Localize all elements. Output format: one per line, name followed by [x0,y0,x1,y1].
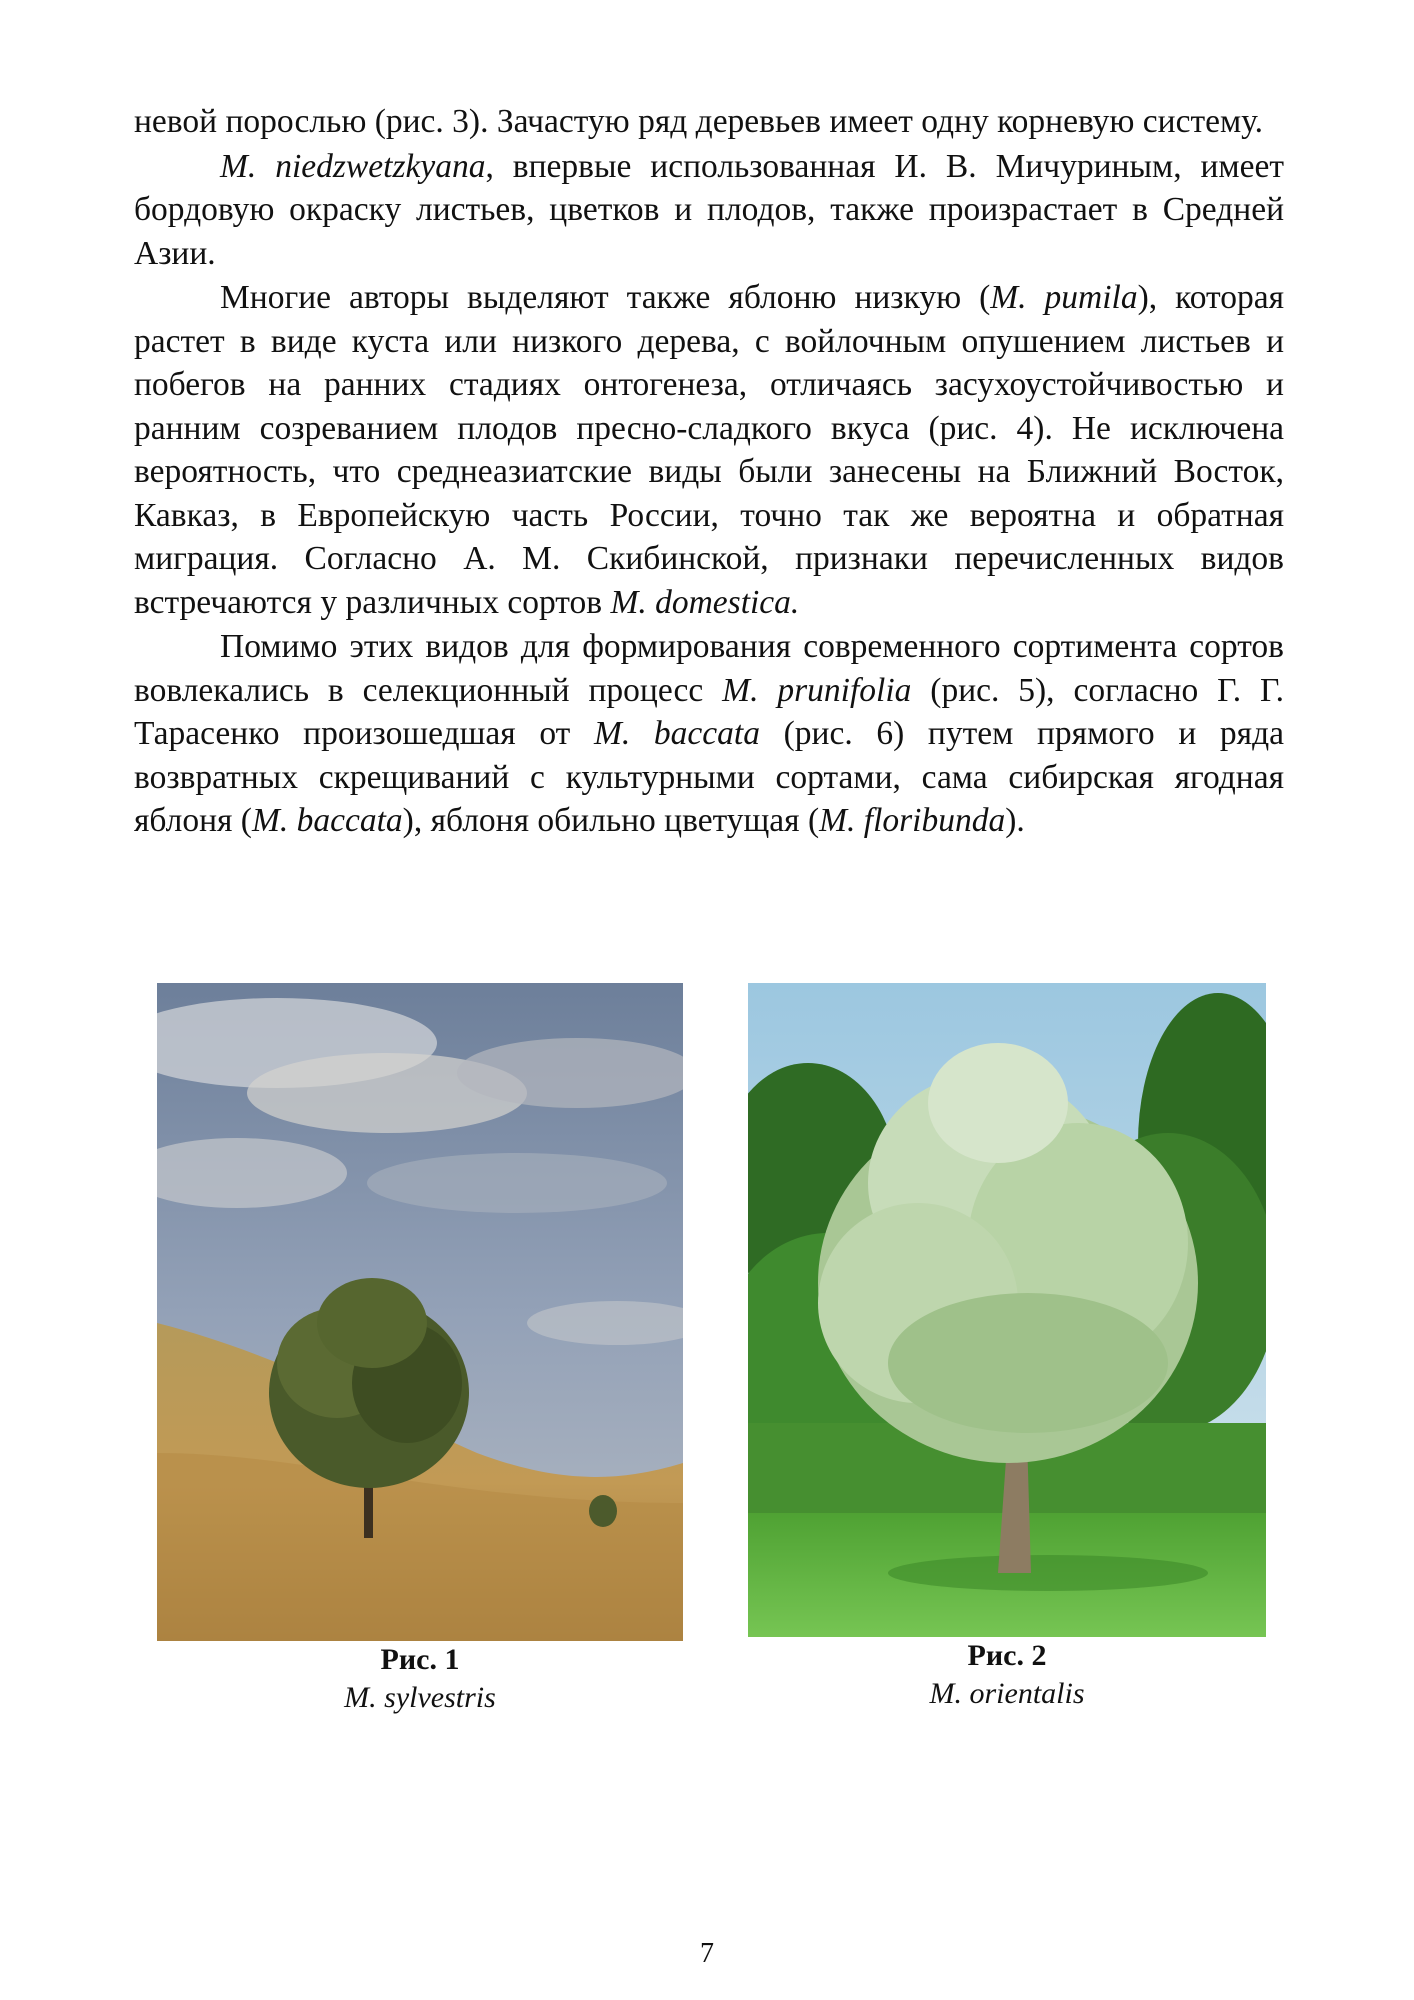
text-segment: ), яблоня обильно цветущая ( [402,802,820,839]
species-name: M. domestica. [610,583,800,621]
text-segment: ), которая растет в виде куста или низкого дерева, с войлочным опушением листьев и побегов на ранних стадиях онтогенеза, отличаясь засухоустойчивостью и ранним созреванием плодов пресно-сладкого вкуса (рис. 4). Не исключена вероятность, что среднеазиатские виды были занесены на Ближний Восток, Кавказ, в Европейскую часть России, точно так же вероятна и обратная миграция. Согласно А. М. Скибинской, признаки перечисленных видов встречаются у различных сортов [134,279,1285,621]
paragraph-2 [134,145,1284,276]
species-name: M. niedzwetzkyana [220,147,486,185]
text-segment: (рис. 5), согласно Г. Г. Тарасенко произошедшая от [134,671,1284,752]
figure-2-label: Рис. 2 [967,1639,1047,1672]
species-name: M. baccata [593,715,760,752]
figure-2-species: M. orientalis [929,1677,1085,1710]
text-segment: Помимо этих видов для формирования современного сортимента сортов вовлекались в селекционный процесс [134,628,1284,709]
body-text [134,100,1284,843]
figure-2-caption [748,1637,1266,1713]
photo-malus-sylvestris [157,983,683,1641]
species-name: M. pumila [990,279,1138,316]
paragraph-4 [134,625,1284,843]
figure-1-label: Рис. 1 [380,1643,460,1676]
page-number: 7 [700,1938,714,1969]
text-segment: ). [1005,802,1025,839]
figure-1-species: M. sylvestris [344,1681,496,1714]
species-name: M. floribunda [819,802,1006,839]
figure-1-caption [157,1641,683,1717]
text-segment: невой порослью (рис. 3). Зачастую ряд деревьев имеет одну корневую систему. [134,103,1263,140]
figure-2 [748,983,1266,1713]
species-name: M. prunifolia [722,671,912,709]
text-segment: Многие авторы выделяют также яблоню низкую ( [220,279,991,316]
photo-malus-orientalis [748,983,1266,1637]
figure-1 [157,983,683,1717]
paragraph-1 [134,100,1284,144]
paragraph-3 [134,276,1284,624]
text-segment: (рис. 6) путем прямого и ряда возвратных скрещиваний с культурными сортами, сама сибирская ягодная яблоня ( [134,715,1285,839]
text-segment: , впервые использованная И. В. Мичуриным, имеет бордовую окраску листьев, цветков и плодов, также произрастает в Средней Азии. [134,147,1285,272]
species-name: M. baccata [251,802,403,839]
